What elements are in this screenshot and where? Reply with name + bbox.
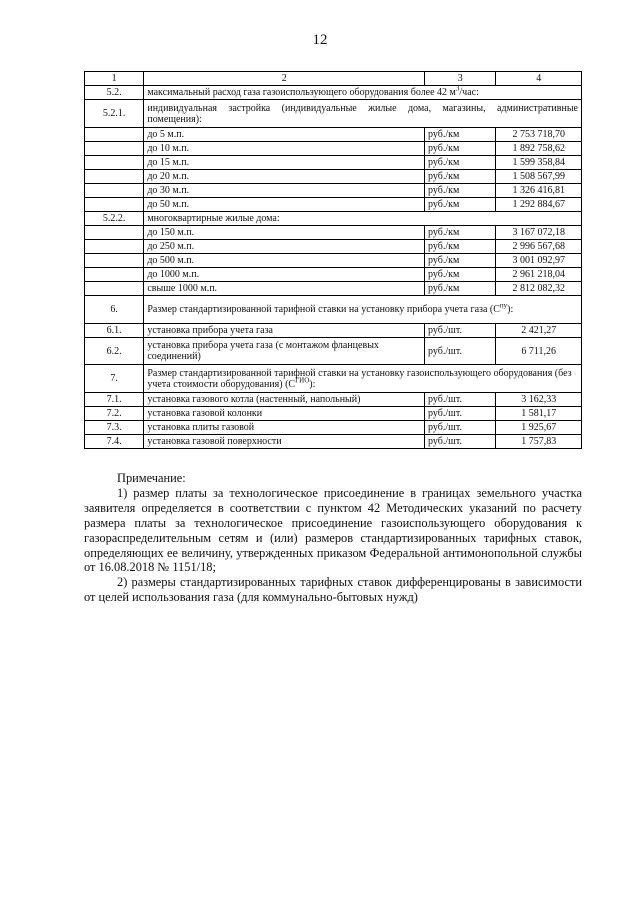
row-unit: руб./шт. bbox=[425, 421, 496, 435]
row-description: до 20 м.п. bbox=[144, 170, 425, 184]
row-description: установка прибора учета газа (с монтажом фланцевых соединений) bbox=[144, 338, 425, 365]
row-description: до 1000 м.п. bbox=[144, 268, 425, 282]
table-row bbox=[85, 435, 582, 449]
row-description: установка прибора учета газа bbox=[144, 324, 425, 338]
table-row bbox=[85, 338, 582, 365]
table-row bbox=[85, 198, 582, 212]
row-description: максимальный расход газа газоиспользующего оборудования более 42 $м^3$/час: bbox=[144, 86, 582, 100]
row-number: 7.2. bbox=[85, 407, 144, 421]
row-unit: руб./шт. bbox=[425, 407, 496, 421]
table-row bbox=[85, 282, 582, 296]
row-unit: руб./км bbox=[425, 268, 496, 282]
row-value: 2 812 082,32 bbox=[496, 282, 582, 296]
row-unit: руб./км bbox=[425, 282, 496, 296]
row-description: многоквартирные жилые дома: bbox=[144, 212, 582, 226]
row-number: 5.2.1. bbox=[85, 100, 144, 128]
table-row bbox=[85, 324, 582, 338]
table-row bbox=[85, 226, 582, 240]
row-description: до 30 м.п. bbox=[144, 184, 425, 198]
unit-superscript: пу bbox=[499, 301, 508, 310]
row-number: 6. bbox=[85, 296, 144, 324]
row-description: свыше 1000 м.п. bbox=[144, 282, 425, 296]
table-row bbox=[85, 254, 582, 268]
header-col-2: 2 bbox=[144, 72, 425, 86]
row-description: до 150 м.п. bbox=[144, 226, 425, 240]
row-value: 3 162,33 bbox=[496, 393, 582, 407]
table-row bbox=[85, 296, 582, 324]
row-number: 5.2.2. bbox=[85, 212, 144, 226]
row-number: 7.3. bbox=[85, 421, 144, 435]
table-row bbox=[85, 86, 582, 100]
row-value: 1 581,17 bbox=[496, 407, 582, 421]
row-number: 5.2. bbox=[85, 86, 144, 100]
row-value: 2 996 567,68 bbox=[496, 240, 582, 254]
row-description: установка газового котла (настенный, напольный) bbox=[144, 393, 425, 407]
table-row bbox=[85, 268, 582, 282]
page-number: 12 bbox=[312, 32, 328, 48]
table-header-row bbox=[85, 72, 582, 86]
table-row bbox=[85, 365, 582, 393]
row-description: Размер стандартизированной тарифной ставки на установку прибора учета газа $(С^{пу})$: bbox=[144, 296, 582, 324]
notes-title: Примечание: bbox=[117, 471, 186, 485]
row-value: 1 892 758,62 bbox=[496, 142, 582, 156]
row-number: 7.4. bbox=[85, 435, 144, 449]
note-paragraph-1: 1) размер платы за технологическое присоединение в границах земельного участка заявителя определяется в соответствии с пунктом 42 Методических указаний по расчету размера платы за технологическое присоединение газоиспользующего оборудования к газораспределительным сетям и (или) размеров стандартизированных тарифных ставок, определяющих ее величину, утвержденных приказом Федеральной антимонопольной службы от 16.08.2018 № 1151/18; bbox=[84, 485, 582, 575]
row-unit: руб./шт. bbox=[425, 338, 496, 365]
row-value: 2 753 718,70 bbox=[496, 128, 582, 142]
row-description: индивидуальная застройка (индивидуальные жилые дома, магазины, административные помещения): bbox=[144, 100, 582, 128]
table-row bbox=[85, 170, 582, 184]
row-unit: руб./км bbox=[425, 142, 496, 156]
table-row bbox=[85, 156, 582, 170]
table-row bbox=[85, 100, 582, 128]
row-number: 7.1. bbox=[85, 393, 144, 407]
row-unit: руб./км bbox=[425, 128, 496, 142]
table-row bbox=[85, 142, 582, 156]
row-unit: руб./шт. bbox=[425, 435, 496, 449]
table-row bbox=[85, 393, 582, 407]
row-unit: руб./км bbox=[425, 254, 496, 268]
row-value: 2 421,27 bbox=[496, 324, 582, 338]
header-col-1: 1 bbox=[85, 72, 144, 86]
row-unit: руб./км bbox=[425, 156, 496, 170]
table-row bbox=[85, 128, 582, 142]
table-row bbox=[85, 240, 582, 254]
row-number: 6.1. bbox=[85, 324, 144, 338]
row-unit: руб./км bbox=[425, 184, 496, 198]
row-unit: руб./км bbox=[425, 198, 496, 212]
row-description: до 500 м.п. bbox=[144, 254, 425, 268]
row-value: 3 167 072,18 bbox=[496, 226, 582, 240]
row-number: 7. bbox=[85, 365, 144, 393]
row-number: 6.2. bbox=[85, 338, 144, 365]
unit-superscript: ГИО bbox=[295, 376, 310, 385]
row-unit: руб./км bbox=[425, 226, 496, 240]
table-row bbox=[85, 407, 582, 421]
row-value: 1 326 416,81 bbox=[496, 184, 582, 198]
row-description: Размер стандартизированной тарифной ставки на установку газоиспользующего оборудования (без учета стоимости оборудования) $(С^{ГИО})$: bbox=[144, 365, 582, 393]
row-description: установка плиты газовой bbox=[144, 421, 425, 435]
row-value: 6 711,26 bbox=[496, 338, 582, 365]
table-row bbox=[85, 184, 582, 198]
row-unit: руб./км bbox=[425, 170, 496, 184]
table-row bbox=[85, 421, 582, 435]
row-description: до 50 м.п. bbox=[144, 198, 425, 212]
note-paragraph-2: 2) размеры стандартизированных тарифных ставок дифференцированы в зависимости от целей использования газа (для коммунально-бытовых нужд) bbox=[84, 575, 582, 605]
row-unit: руб./км bbox=[425, 240, 496, 254]
row-description: установка газовой колонки bbox=[144, 407, 425, 421]
row-description: до 5 м.п. bbox=[144, 128, 425, 142]
row-unit: руб./шт. bbox=[425, 393, 496, 407]
row-value: 1 599 358,84 bbox=[496, 156, 582, 170]
unit-superscript: 3 bbox=[455, 84, 460, 93]
row-value: 1 925,67 bbox=[496, 421, 582, 435]
table-row bbox=[85, 212, 582, 226]
row-description: до 15 м.п. bbox=[144, 156, 425, 170]
row-value: 1 757,83 bbox=[496, 435, 582, 449]
row-description: до 10 м.п. bbox=[144, 142, 425, 156]
row-description: до 250 м.п. bbox=[144, 240, 425, 254]
header-col-3: 3 bbox=[425, 72, 496, 86]
row-description: установка газовой поверхности bbox=[144, 435, 425, 449]
notes-section bbox=[84, 471, 582, 605]
row-value: 1 292 884,67 bbox=[496, 198, 582, 212]
row-value: 1 508 567,99 bbox=[496, 170, 582, 184]
row-value: 3 001 092,97 bbox=[496, 254, 582, 268]
row-unit: руб./шт. bbox=[425, 324, 496, 338]
header-col-4: 4 bbox=[496, 72, 582, 86]
row-value: 2 961 218,04 bbox=[496, 268, 582, 282]
tariff-table bbox=[84, 71, 582, 449]
